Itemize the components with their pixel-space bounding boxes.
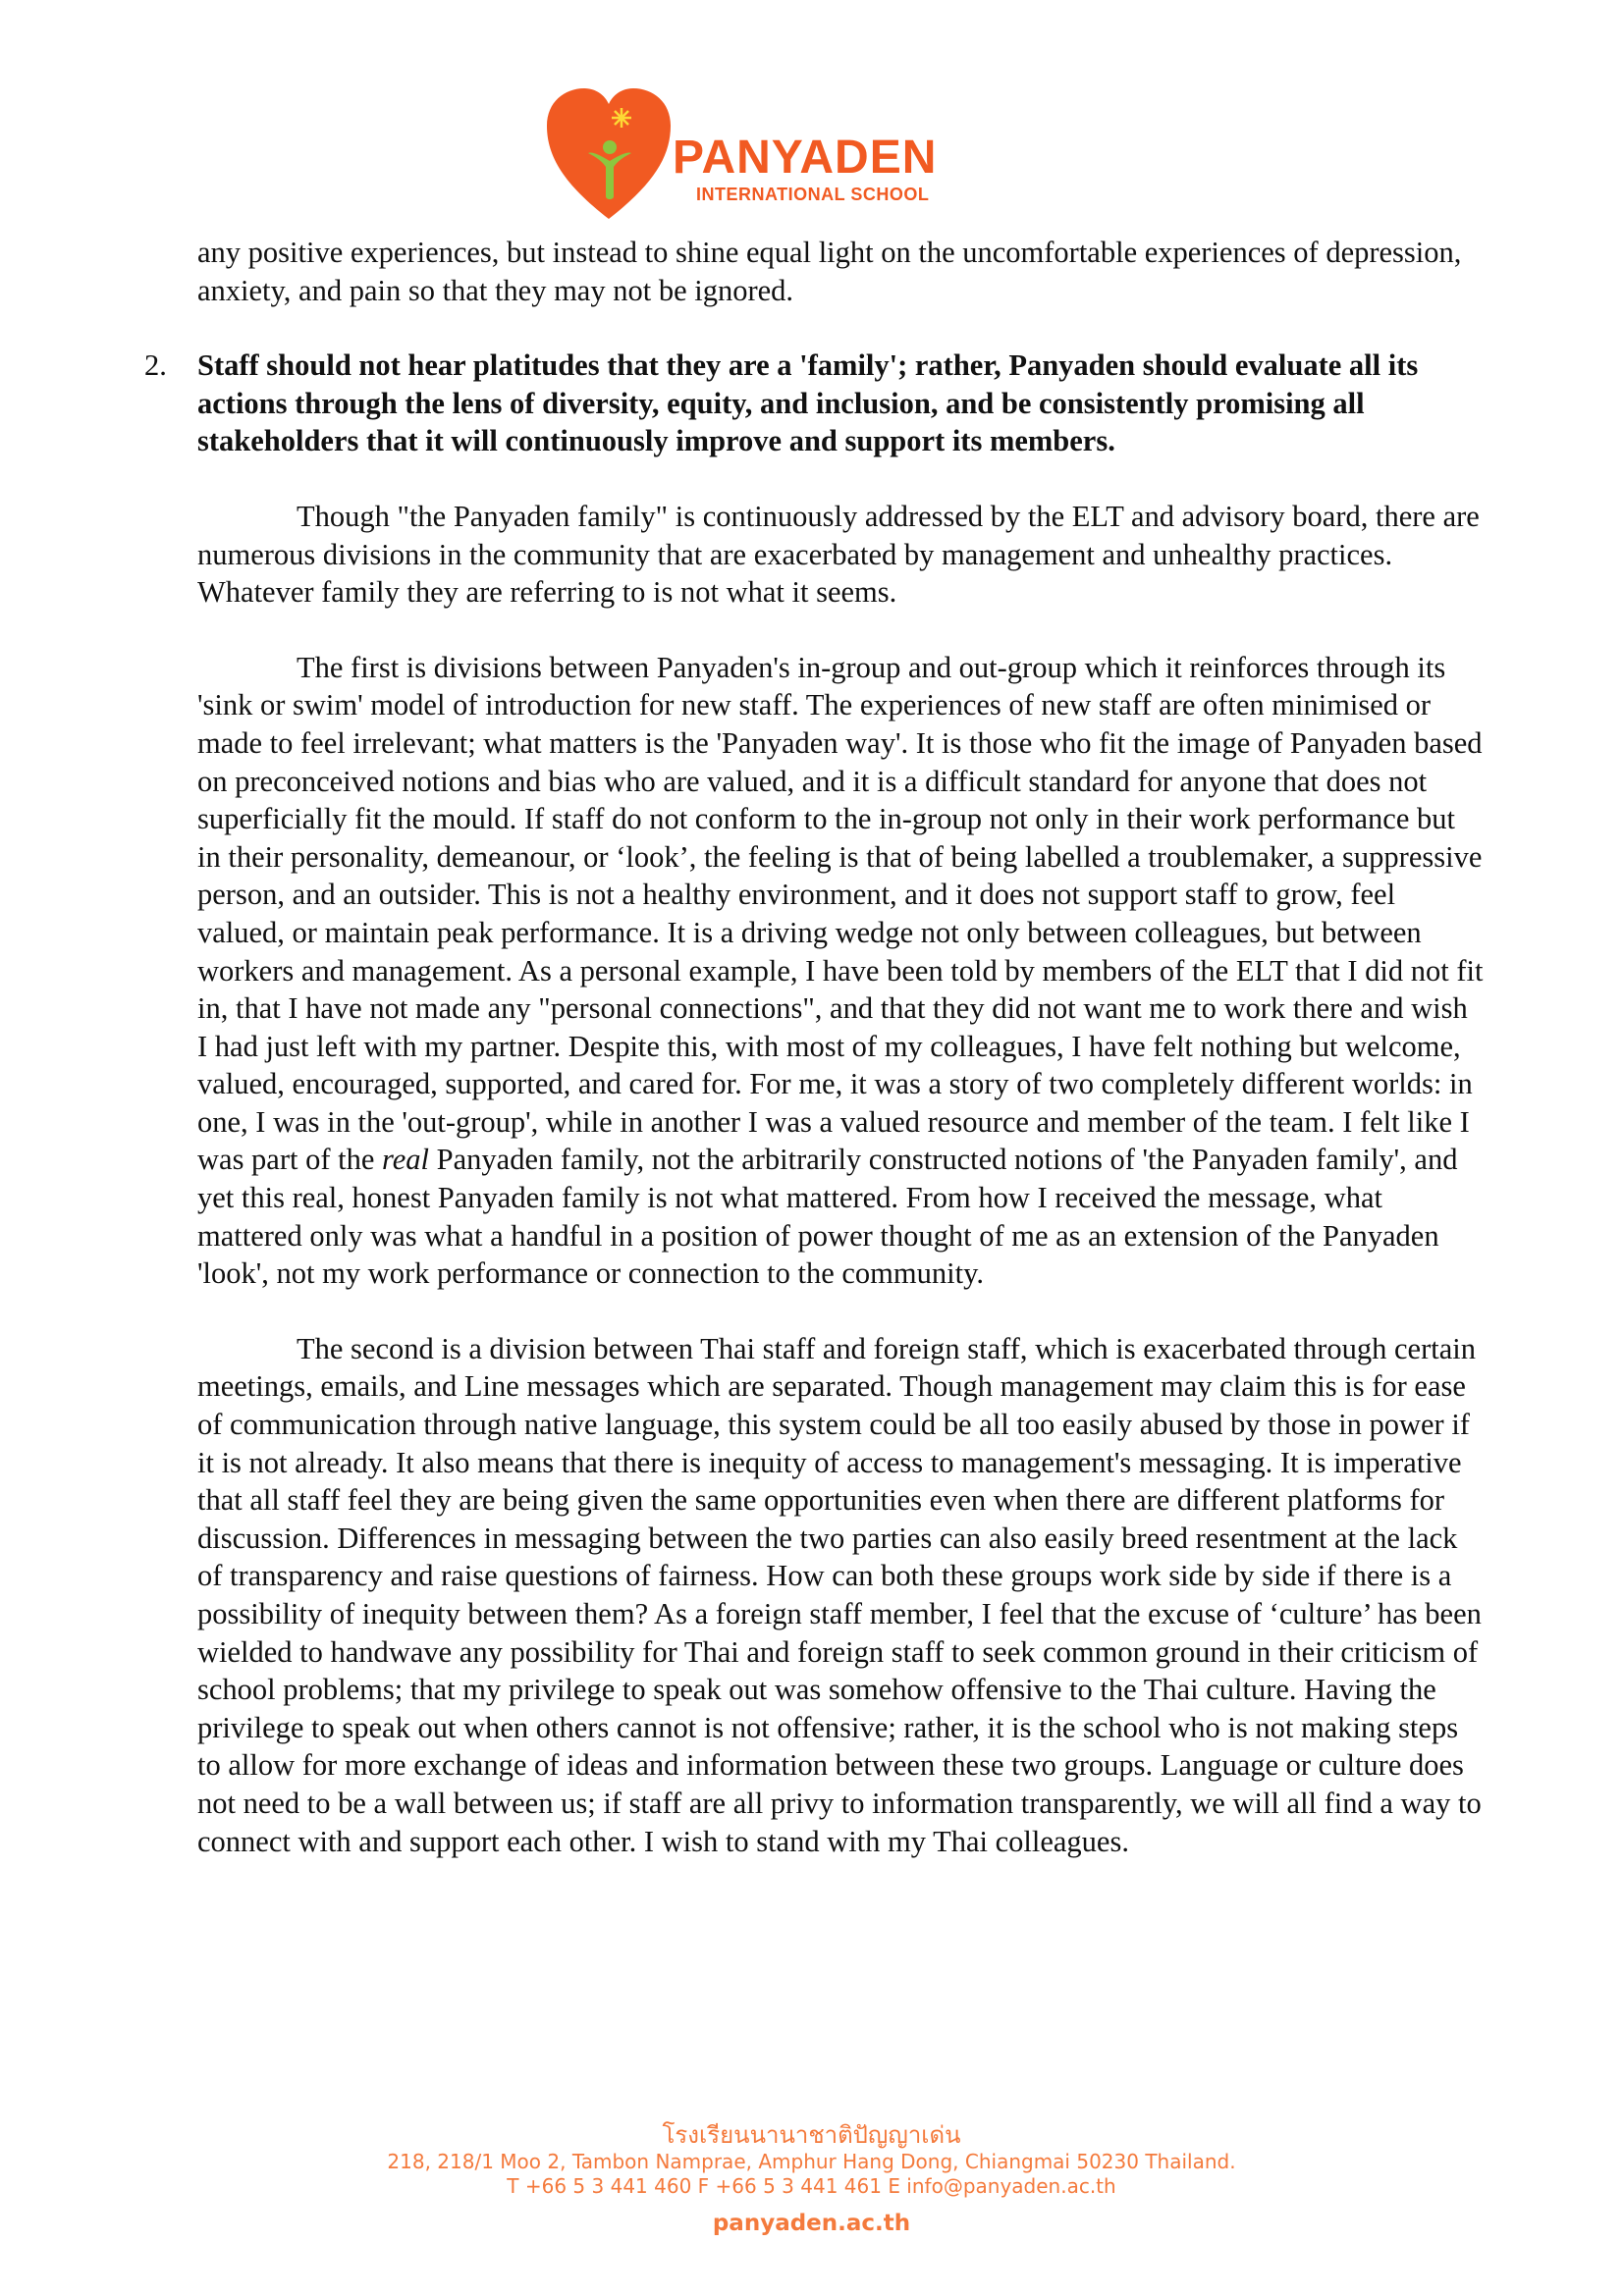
point-text: Staff should not hear platitudes that they are a 'family'; rather, Panyaden should evaluate all its actions through the lens of diversity, equity, and inclusion, and be consistently promising all stakeholders that it will continuously improve and support its members. [197,348,1419,458]
logo-subtitle: INTERNATIONAL SCHOOL [696,185,930,204]
numbered-point [144,347,1484,460]
paragraph-family: Though "the Panyaden family" is continuously addressed by the ELT and advisory board, there are numerous divisions in the community that are exacerbated by management and unhealthy practices. Whatever family they are referring to is not what it seems. [197,499,1480,610]
paragraph-in-group [197,649,1484,1293]
footer-address: 218, 218/1 Moo 2, Tambon Namprae, Amphur Hang Dong, Chiangmai 50230 Thailand. [387,2150,1236,2173]
paragraph-in-group-part-b: Panyaden family, not the arbitrarily constructed notions of 'the Panyaden family', and yet this real, honest Panyaden family is not what mattered. From how I received the message, what mattered only was what a handful in a position of power thought of me as an extension of the Panyaden 'look', not my work performance or connection to the community. [197,1143,1458,1291]
intro-paragraph: any positive experiences, but instead to shine equal light on the uncomfortable experiences of depression, anxiety, and pain so that they may not be ignored. [197,236,1462,307]
footer-website[interactable]: panyaden.ac.th [712,2211,911,2236]
footer-thai-name: โรงเรียนนานาชาติปัญญาเด่น [662,2121,961,2149]
logo-name: PANYADEN [673,132,938,184]
paragraph-in-group-part-a: The first is divisions between Panyaden's in-group and out-group which it reinforces through its 'sink or swim' model of introduction for new staff. The experiences of new staff are often minimised or made to feel irrelevant; what matters is the 'Panyaden way'. It is those who fit the image of Panyaden based on preconceived notions and bias who are valued, and it is a difficult standard for anyone that does not superficially fit the mould. If staff do not conform to the in-group not only in their work performance but in their personality, demeanour, or ‘look’, the feeling is that of being labelled a troublemaker, a suppressive person, and an outsider. This is not a healthy environment, and it does not support staff to grow, feel valued, or maintain peak performance. It is a driving wedge not only between colleagues, but between workers and management. As a personal example, I have been told by members of the ELT that I did not fit in, that I have not made any "personal connections", and that they did not want me to work there and wish I had just left with my partner. Despite this, with most of my colleagues, I have felt nothing but welcome, valued, encouraged, supported, and cared for. For me, it was a story of two completely different worlds: in one, I was in the 'out-group', while in another I was a valued resource and member of the team. I felt like I was part of the [197,650,1484,1177]
heart-figure-icon [545,86,673,224]
logo-wordmark [673,133,937,205]
footer-contact: T +66 5 3 441 460 F +66 5 3 441 461 E info@panyaden.ac.th [507,2174,1116,2198]
emphasis-real: real [382,1143,430,1177]
paragraph-thai-foreign: The second is a division between Thai staff and foreign staff, which is exacerbated through certain meetings, emails, and Line messages which are separated. Though management may claim this is for ease of communication through native language, this system could be all too easily abused by those in power if it is not already. It also means that there is inequity of access to management's messaging. It is imperative that all staff feel they are being given the same opportunities even when there are different platforms for discussion. Differences in messaging between the two parties can also easily breed resentment at the lack of transparency and raise questions of fairness. How can both these groups work side by side if there is a possibility of inequity between them? As a foreign staff member, I feel that the excuse of ‘culture’ has been wielded to handwave any possibility for Thai and foreign staff to seek common ground in their criticism of school problems; that my privilege to speak out was somehow offensive to the Thai culture. Having the privilege to speak out when others cannot is not offensive; rather, it is the school who is not making steps to allow for more exchange of ideas and information between these two groups. Language or culture does not need to be a wall between us; if staff are all privy to information transparently, we will all find a way to connect with and support each other. I wish to stand with my Thai colleagues. [197,1331,1482,1858]
point-number: 2. [144,348,167,383]
letter-body [144,234,1484,1897]
letterhead-footer [0,2120,1623,2240]
school-logo [545,86,997,224]
